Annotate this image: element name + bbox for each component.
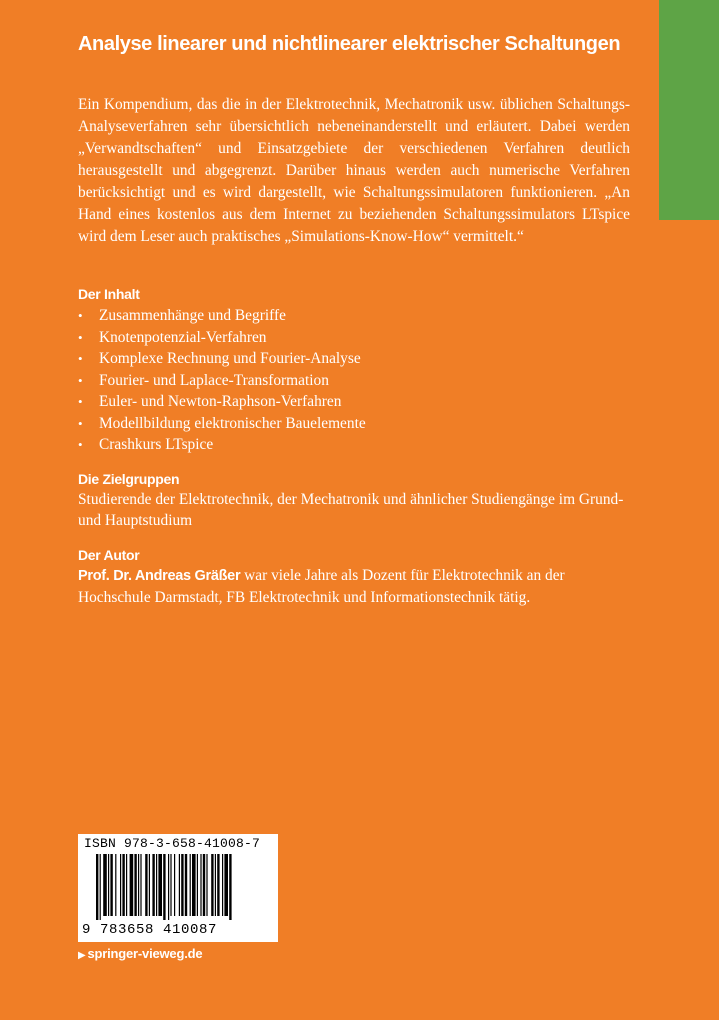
contents-heading: Der Inhalt [78, 286, 140, 302]
isbn-label: ISBN 978-3-658-41008-7 [84, 836, 261, 851]
author-section [78, 545, 638, 608]
publisher-link[interactable] [78, 946, 202, 961]
contents-item-label: Euler- und Newton-Raphson-Verfahren [99, 393, 342, 410]
bullet-icon: • [78, 308, 83, 323]
intro-paragraph: Ein Kompendium, das die in der Elektrotechnik, Mechatronik usw. üblichen Schaltungs-Analyseverfahren sehr übersichtlich nebeneinanderstellt und erläutert. Dabei werden „Verwandtschaften“ und Einsatzgebiete der verschiedenen Verfahren deutlich herausgestellt und abgegrenzt. Darüber hinaus werden auch numerische Verfahren berücksichtigt und es wird dargestellt, wie Schaltungssimulatoren funktionieren. „An Hand eines kostenlos aus dem Internet zu beziehenden Schaltungssimulators LTspice wird dem Leser auch praktisches „Simulations-Know-How“ vermittelt.“ [78, 96, 630, 245]
contents-list-item [78, 434, 638, 456]
contents-item-label: Zusammenhänge und Begriffe [99, 307, 286, 324]
author-text [78, 565, 638, 608]
contents-item-label: Komplexe Rechnung und Fourier-Analyse [99, 350, 361, 367]
contents-list [78, 305, 638, 456]
author-bio: war viele Jahre als Dozent für Elektrotechnik an der Hochschule Darmstadt, FB Elektrotechnik und Informationstechnik tätig. [78, 567, 565, 606]
barcode-icon [96, 854, 272, 920]
book-title: Analyse linearer und nichtlinearer elektrischer Schaltungen [78, 33, 621, 55]
play-arrow-icon: ▶ [78, 950, 86, 961]
contents-section [78, 284, 638, 456]
bullet-icon: • [78, 351, 83, 366]
bullet-icon: • [78, 415, 83, 431]
contents-list-item [78, 391, 638, 413]
audience-heading: Die Zielgruppen [78, 471, 180, 487]
contents-item-label: Fourier- und Laplace-Transformation [99, 371, 329, 389]
contents-list-item [78, 305, 638, 327]
contents-item-label: Modellbildung elektronischer Bauelemente [99, 414, 366, 432]
audience-section [78, 469, 638, 531]
barcode-box [78, 834, 278, 942]
author-name: Prof. Dr. Andreas Gräßer [78, 568, 241, 584]
bullet-icon: • [78, 437, 83, 452]
contents-item-label: Crashkurs LTspice [99, 436, 214, 453]
contents-list-item [78, 327, 638, 349]
publisher-url: springer-vieweg.de [87, 946, 203, 961]
audience-text: Studierende der Elektrotechnik, der Mechatronik und ähnlicher Studiengänge im Grund- und Hauptstudium [78, 491, 624, 529]
ean-digits: 9 783658 410087 [82, 922, 218, 938]
contents-list-item [78, 348, 638, 370]
author-heading: Der Autor [78, 547, 140, 563]
contents-list-item [78, 413, 638, 435]
bullet-icon: • [78, 372, 83, 388]
contents-item-label: Knotenpotenzial-Verfahren [99, 328, 267, 346]
contents-list-item [78, 370, 638, 392]
green-accent-strip [659, 0, 719, 220]
bullet-icon: • [78, 394, 83, 409]
bullet-icon: • [78, 329, 83, 345]
